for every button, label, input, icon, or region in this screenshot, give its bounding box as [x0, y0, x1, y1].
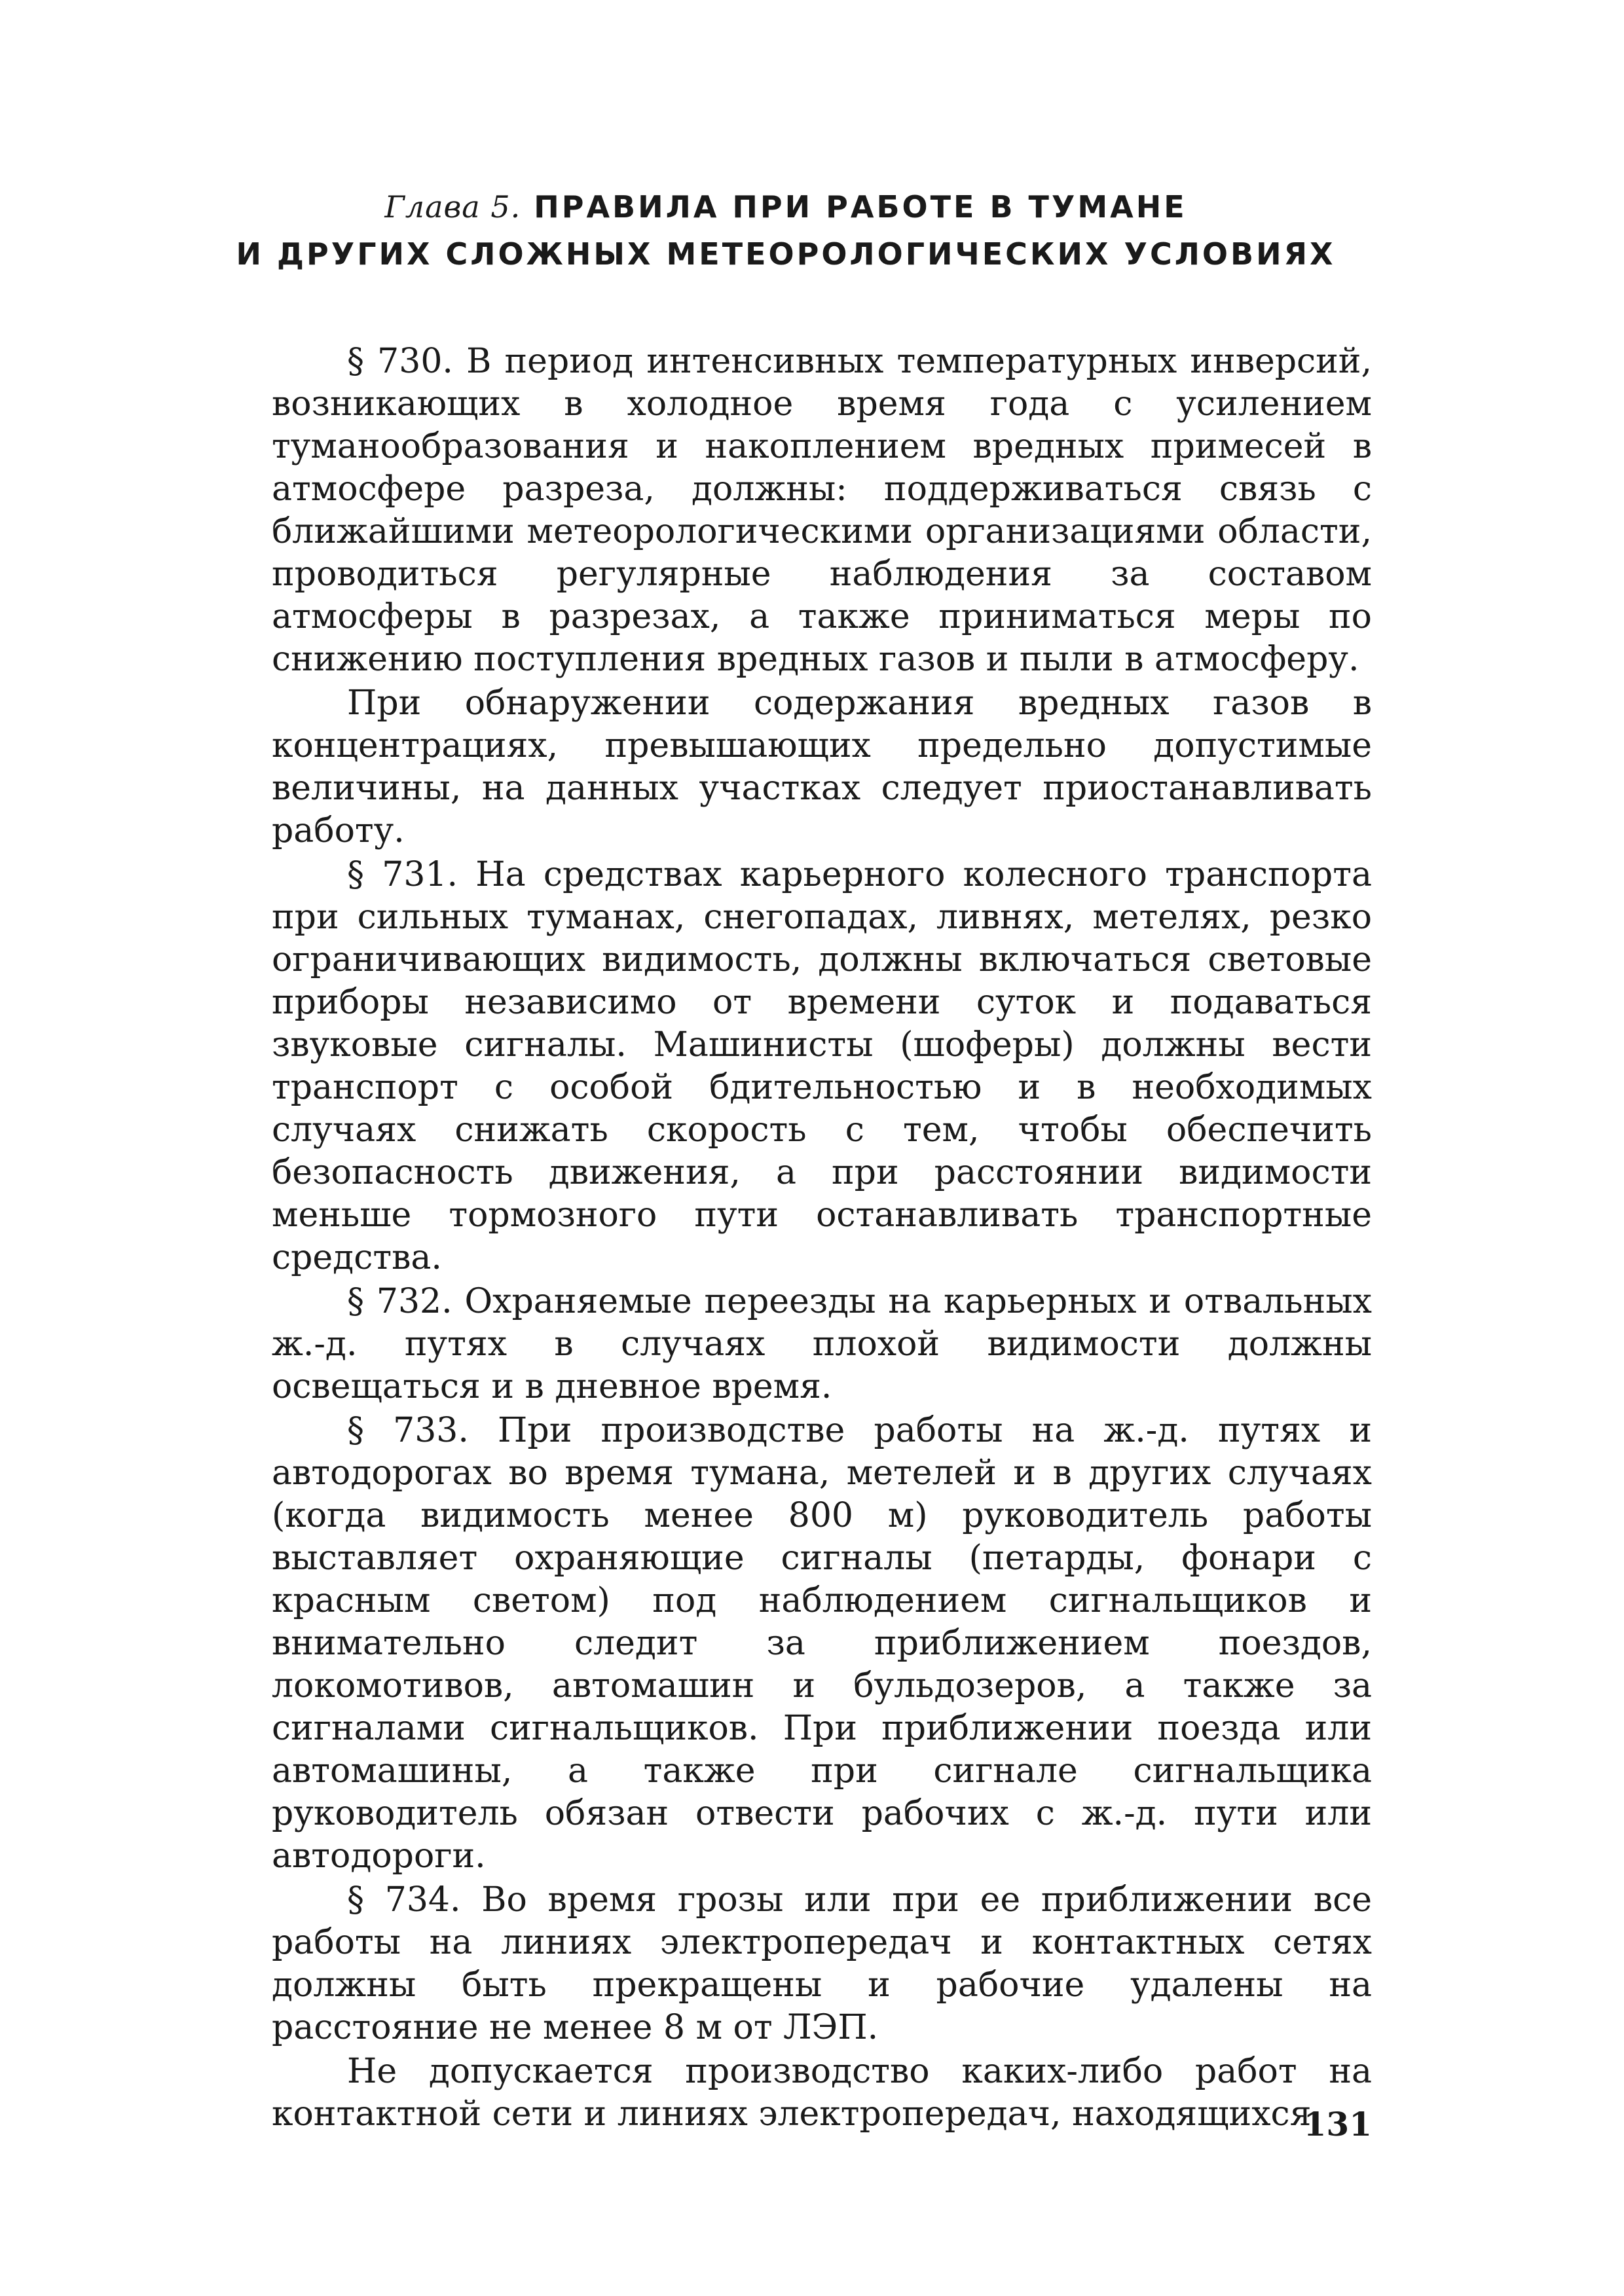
paragraph-734: § 734. Во время грозы или при ее приближении все работы на линиях электропередач и контактных сетях должны быть прекращены и рабочие удалены на расстояние не менее 8 м от ЛЭП.	[272, 1880, 1372, 2047]
paragraph-732: § 732. Охраняемые переезды на карьерных и отвальных ж.-д. путях в случаях плохой видимости должны освещаться и в дневное время.	[272, 1282, 1372, 1406]
body-text	[272, 340, 1372, 2136]
paragraph-730: § 730. В период интенсивных температурных инверсий, возникающих в холодное время года с усилением туманообразования и накоплением вредных примесей в атмосфере разреза, должны: поддерживаться связь с ближайшими метеорологическими организациями области, проводиться регулярные наблюдения за составом атмосферы в разрезах, а также приниматься меры по снижению поступления вредных газов и пыли в атмосферу.	[272, 342, 1372, 679]
paragraph-730-continued: При обнаружении содержания вредных газов в концентрациях, превышающих предельно допустимые величины, на данных участках следует приостанавливать работу.	[272, 683, 1372, 850]
chapter-heading-line-1	[196, 183, 1375, 230]
chapter-title-line-1: ПРАВИЛА ПРИ РАБОТЕ В ТУМАНЕ	[534, 189, 1187, 225]
chapter-title-line-2: И ДРУГИХ СЛОЖНЫХ МЕТЕОРОЛОГИЧЕСКИХ УСЛОВИЯХ	[236, 236, 1336, 272]
page-number: 131	[1303, 2105, 1372, 2143]
chapter-label: Глава 5.	[384, 189, 521, 225]
paragraph-733: § 733. При производстве работы на ж.-д. путях и автодорогах во время тумана, метелей и в других случаях (когда видимость менее 800 м) руководитель работы выставляет охраняющие сигналы (петарды, фонари с красным светом) под наблюдением сигнальщиков и внимательно следит за приближением поездов, локомотивов, автомашин и бульдозеров, а также за сигналами сигнальщиков. При приближении поезда или автомашины, а также при сигнале сигнальщика руководитель обязан отвести рабочих с ж.-д. пути или автодороги.	[272, 1411, 1372, 1876]
paragraph-734-continued: Не допускается производство каких-либо работ на контактной сети и линиях электропередач, находящихся	[272, 2052, 1372, 2134]
chapter-heading	[196, 183, 1375, 278]
paragraph-731: § 731. На средствах карьерного колесного транспорта при сильных туманах, снегопадах, ливнях, метелях, резко ограничивающих видимость, должны включаться световые приборы независимо от времени суток и подаваться звуковые сигналы. Машинисты (шоферы) должны вести транспорт с особой бдительностью и в необходимых случаях снижать скорость с тем, чтобы обеспечить безопасность движения, а при расстоянии видимости меньше тормозного пути останавливать транспортные средства.	[272, 855, 1372, 1277]
